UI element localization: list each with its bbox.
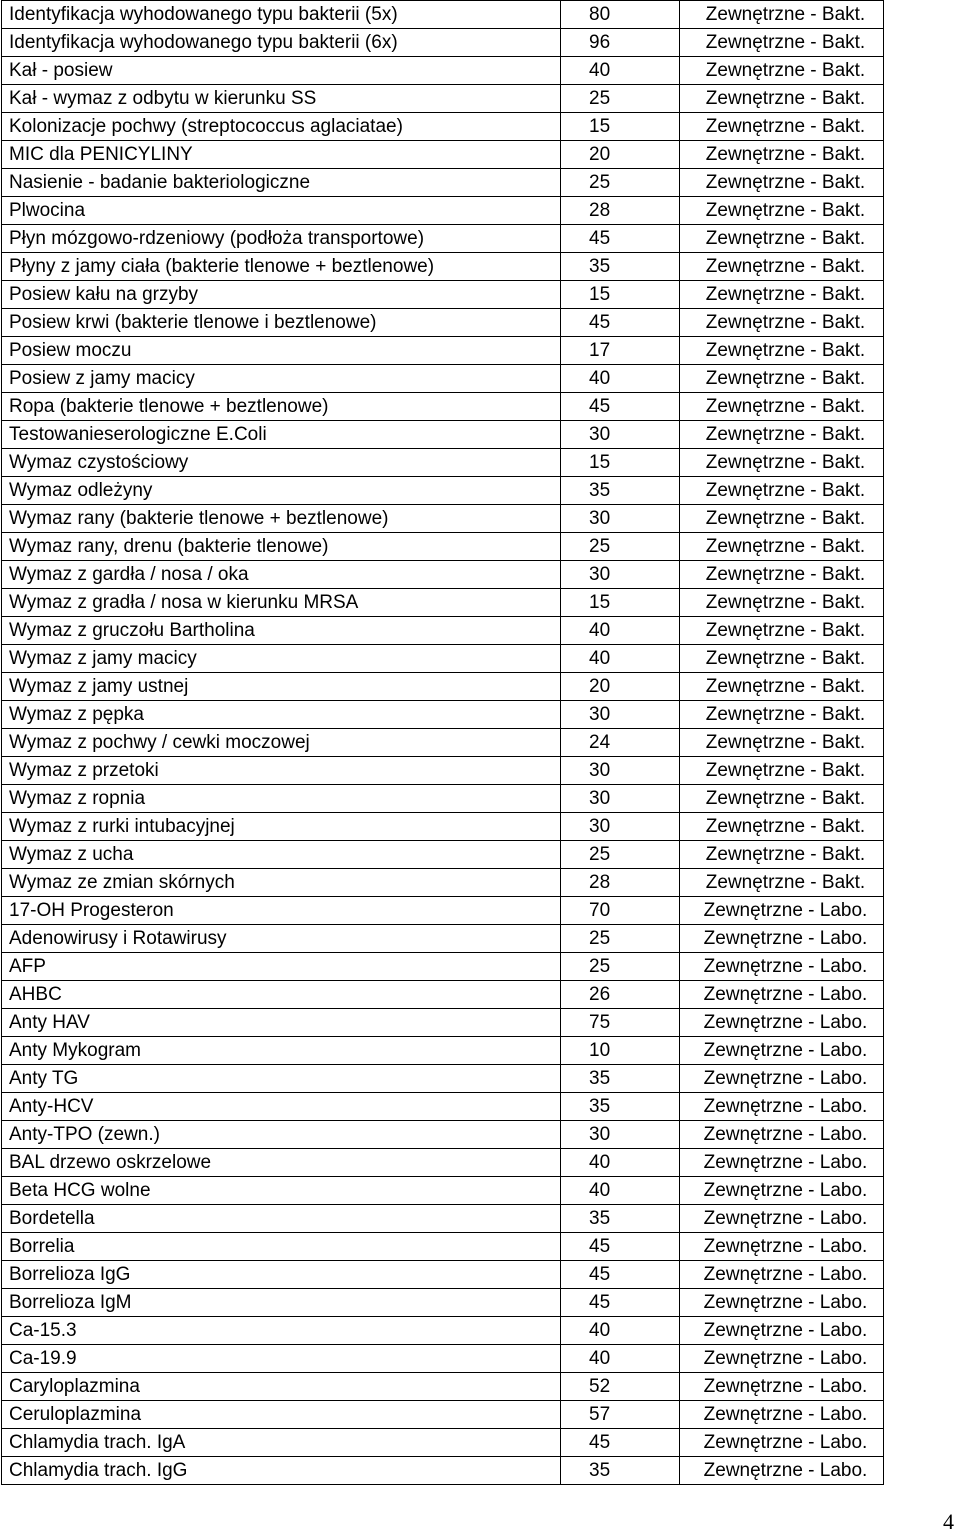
lab-type-cell: Zewnętrzne - Bakt.: [680, 337, 884, 365]
test-name-cell: Ropa (bakterie tlenowe + beztlenowe): [2, 393, 561, 421]
test-name-cell: Borrelioza IgM: [2, 1289, 561, 1317]
price-cell: 35: [561, 477, 680, 505]
price-cell: 96: [561, 29, 680, 57]
lab-type-cell: Zewnętrzne - Bakt.: [680, 1, 884, 29]
table-row: [2, 1429, 884, 1457]
table-row: [2, 813, 884, 841]
price-cell: 25: [561, 841, 680, 869]
table-row: [2, 1373, 884, 1401]
price-cell: 20: [561, 673, 680, 701]
test-name-cell: Testowanieserologiczne E.Coli: [2, 421, 561, 449]
table-row: [2, 1, 884, 29]
table-row: [2, 337, 884, 365]
price-cell: 45: [561, 1429, 680, 1457]
table-row: [2, 645, 884, 673]
table-row: [2, 1149, 884, 1177]
lab-type-cell: Zewnętrzne - Bakt.: [680, 29, 884, 57]
table-row: [2, 1177, 884, 1205]
table-row: [2, 1345, 884, 1373]
price-cell: 28: [561, 197, 680, 225]
price-cell: 40: [561, 645, 680, 673]
table-row: [2, 925, 884, 953]
table-row: [2, 169, 884, 197]
test-name-cell: Wymaz z rurki intubacyjnej: [2, 813, 561, 841]
table-row: [2, 841, 884, 869]
table-row: [2, 477, 884, 505]
lab-type-cell: Zewnętrzne - Bakt.: [680, 729, 884, 757]
table-row: [2, 617, 884, 645]
table-row: [2, 449, 884, 477]
table-row: [2, 1093, 884, 1121]
test-name-cell: Anty Mykogram: [2, 1037, 561, 1065]
price-cell: 10: [561, 1037, 680, 1065]
price-cell: 15: [561, 281, 680, 309]
test-name-cell: Posiew krwi (bakterie tlenowe i beztlenowe): [2, 309, 561, 337]
price-list-body: [2, 1, 884, 1485]
lab-type-cell: Zewnętrzne - Labo.: [680, 1317, 884, 1345]
price-cell: 20: [561, 141, 680, 169]
price-cell: 24: [561, 729, 680, 757]
lab-type-cell: Zewnętrzne - Bakt.: [680, 869, 884, 897]
price-cell: 25: [561, 925, 680, 953]
table-row: [2, 57, 884, 85]
test-name-cell: Wymaz rany, drenu (bakterie tlenowe): [2, 533, 561, 561]
test-name-cell: Ca-19.9: [2, 1345, 561, 1373]
test-name-cell: Posiew z jamy macicy: [2, 365, 561, 393]
lab-type-cell: Zewnętrzne - Labo.: [680, 1345, 884, 1373]
lab-type-cell: Zewnętrzne - Labo.: [680, 1121, 884, 1149]
table-row: [2, 505, 884, 533]
price-cell: 25: [561, 85, 680, 113]
lab-type-cell: Zewnętrzne - Bakt.: [680, 309, 884, 337]
table-row: [2, 225, 884, 253]
price-cell: 45: [561, 1233, 680, 1261]
lab-type-cell: Zewnętrzne - Labo.: [680, 1289, 884, 1317]
table-row: [2, 953, 884, 981]
table-row: [2, 141, 884, 169]
lab-type-cell: Zewnętrzne - Labo.: [680, 1037, 884, 1065]
lab-type-cell: Zewnętrzne - Bakt.: [680, 421, 884, 449]
test-name-cell: Kał - wymaz z odbytu w kierunku SS: [2, 85, 561, 113]
test-name-cell: Ca-15.3: [2, 1317, 561, 1345]
price-cell: 25: [561, 953, 680, 981]
test-name-cell: Wymaz z jamy macicy: [2, 645, 561, 673]
test-name-cell: Beta HCG wolne: [2, 1177, 561, 1205]
table-row: [2, 897, 884, 925]
test-name-cell: Wymaz rany (bakterie tlenowe + beztlenowe): [2, 505, 561, 533]
test-name-cell: Nasienie - badanie bakteriologiczne: [2, 169, 561, 197]
lab-type-cell: Zewnętrzne - Labo.: [680, 1429, 884, 1457]
test-name-cell: Chlamydia trach. IgA: [2, 1429, 561, 1457]
lab-type-cell: Zewnętrzne - Bakt.: [680, 393, 884, 421]
table-row: [2, 785, 884, 813]
lab-type-cell: Zewnętrzne - Labo.: [680, 981, 884, 1009]
lab-type-cell: Zewnętrzne - Labo.: [680, 1009, 884, 1037]
table-row: [2, 1205, 884, 1233]
price-cell: 15: [561, 449, 680, 477]
lab-type-cell: Zewnętrzne - Labo.: [680, 1149, 884, 1177]
price-cell: 35: [561, 1065, 680, 1093]
table-row: [2, 197, 884, 225]
price-cell: 70: [561, 897, 680, 925]
price-cell: 40: [561, 1177, 680, 1205]
lab-type-cell: Zewnętrzne - Bakt.: [680, 253, 884, 281]
lab-type-cell: Zewnętrzne - Bakt.: [680, 561, 884, 589]
test-name-cell: Wymaz odleżyny: [2, 477, 561, 505]
test-name-cell: Płyn mózgowo-rdzeniowy (podłoża transportowe): [2, 225, 561, 253]
table-row: [2, 1289, 884, 1317]
test-name-cell: Wymaz z ropnia: [2, 785, 561, 813]
test-name-cell: Wymaz ze zmian skórnych: [2, 869, 561, 897]
lab-type-cell: Zewnętrzne - Labo.: [680, 1177, 884, 1205]
lab-type-cell: Zewnętrzne - Bakt.: [680, 757, 884, 785]
price-cell: 30: [561, 561, 680, 589]
lab-type-cell: Zewnętrzne - Bakt.: [680, 701, 884, 729]
lab-type-cell: Zewnętrzne - Labo.: [680, 1065, 884, 1093]
table-row: [2, 589, 884, 617]
test-name-cell: 17-OH Progesteron: [2, 897, 561, 925]
test-name-cell: Ceruloplazmina: [2, 1401, 561, 1429]
test-name-cell: Adenowirusy i Rotawirusy: [2, 925, 561, 953]
table-row: [2, 1121, 884, 1149]
lab-type-cell: Zewnętrzne - Bakt.: [680, 589, 884, 617]
lab-type-cell: Zewnętrzne - Labo.: [680, 1261, 884, 1289]
price-cell: 30: [561, 505, 680, 533]
test-name-cell: Płyny z jamy ciała (bakterie tlenowe + beztlenowe): [2, 253, 561, 281]
price-cell: 57: [561, 1401, 680, 1429]
price-cell: 35: [561, 253, 680, 281]
table-row: [2, 869, 884, 897]
table-row: [2, 309, 884, 337]
table-row: [2, 421, 884, 449]
price-cell: 40: [561, 1345, 680, 1373]
table-row: [2, 701, 884, 729]
test-name-cell: Wymaz z pępka: [2, 701, 561, 729]
price-cell: 40: [561, 57, 680, 85]
lab-type-cell: Zewnętrzne - Bakt.: [680, 617, 884, 645]
table-row: [2, 1065, 884, 1093]
price-cell: 15: [561, 589, 680, 617]
price-cell: 15: [561, 113, 680, 141]
lab-type-cell: Zewnętrzne - Labo.: [680, 1401, 884, 1429]
test-name-cell: Wymaz z pochwy / cewki moczowej: [2, 729, 561, 757]
test-name-cell: Wymaz z gruczołu Bartholina: [2, 617, 561, 645]
test-name-cell: Identyfikacja wyhodowanego typu bakterii (5x): [2, 1, 561, 29]
lab-type-cell: Zewnętrzne - Bakt.: [680, 113, 884, 141]
price-cell: 45: [561, 1261, 680, 1289]
price-cell: 40: [561, 1317, 680, 1345]
test-name-cell: Identyfikacja wyhodowanego typu bakterii (6x): [2, 29, 561, 57]
test-name-cell: Plwocina: [2, 197, 561, 225]
table-row: [2, 757, 884, 785]
price-cell: 52: [561, 1373, 680, 1401]
price-cell: 40: [561, 617, 680, 645]
test-name-cell: Kolonizacje pochwy (streptococcus aglaciatae): [2, 113, 561, 141]
test-name-cell: Wymaz z gradła / nosa w kierunku MRSA: [2, 589, 561, 617]
test-name-cell: Caryloplazmina: [2, 1373, 561, 1401]
price-cell: 25: [561, 169, 680, 197]
table-row: [2, 253, 884, 281]
test-name-cell: Kał - posiew: [2, 57, 561, 85]
table-row: [2, 1261, 884, 1289]
table-row: [2, 729, 884, 757]
table-row: [2, 561, 884, 589]
lab-type-cell: Zewnętrzne - Labo.: [680, 1233, 884, 1261]
test-name-cell: Anty TG: [2, 1065, 561, 1093]
table-row: [2, 29, 884, 57]
lab-type-cell: Zewnętrzne - Bakt.: [680, 57, 884, 85]
test-name-cell: AFP: [2, 953, 561, 981]
table-row: [2, 1233, 884, 1261]
table-row: [2, 113, 884, 141]
price-cell: 17: [561, 337, 680, 365]
table-row: [2, 1317, 884, 1345]
table-row: [2, 1401, 884, 1429]
test-name-cell: Wymaz z przetoki: [2, 757, 561, 785]
lab-type-cell: Zewnętrzne - Bakt.: [680, 141, 884, 169]
test-name-cell: Wymaz z jamy ustnej: [2, 673, 561, 701]
lab-type-cell: Zewnętrzne - Bakt.: [680, 785, 884, 813]
test-name-cell: Anty HAV: [2, 1009, 561, 1037]
lab-type-cell: Zewnętrzne - Bakt.: [680, 813, 884, 841]
lab-type-cell: Zewnętrzne - Bakt.: [680, 449, 884, 477]
test-name-cell: Borrelioza IgG: [2, 1261, 561, 1289]
table-row: [2, 365, 884, 393]
price-cell: 35: [561, 1093, 680, 1121]
test-name-cell: Wymaz z gardła / nosa / oka: [2, 561, 561, 589]
price-cell: 45: [561, 393, 680, 421]
test-name-cell: MIC dla PENICYLINY: [2, 141, 561, 169]
test-name-cell: Posiew kału na grzyby: [2, 281, 561, 309]
lab-type-cell: Zewnętrzne - Bakt.: [680, 505, 884, 533]
lab-type-cell: Zewnętrzne - Labo.: [680, 897, 884, 925]
price-cell: 26: [561, 981, 680, 1009]
table-row: [2, 85, 884, 113]
price-cell: 28: [561, 869, 680, 897]
lab-type-cell: Zewnętrzne - Bakt.: [680, 365, 884, 393]
lab-type-cell: Zewnętrzne - Bakt.: [680, 169, 884, 197]
test-name-cell: AHBC: [2, 981, 561, 1009]
lab-type-cell: Zewnętrzne - Bakt.: [680, 533, 884, 561]
price-cell: 45: [561, 309, 680, 337]
lab-type-cell: Zewnętrzne - Bakt.: [680, 197, 884, 225]
price-cell: 35: [561, 1457, 680, 1485]
price-cell: 30: [561, 785, 680, 813]
price-cell: 40: [561, 1149, 680, 1177]
test-name-cell: Anty-TPO (zewn.): [2, 1121, 561, 1149]
price-cell: 30: [561, 1121, 680, 1149]
test-name-cell: Bordetella: [2, 1205, 561, 1233]
price-cell: 35: [561, 1205, 680, 1233]
price-cell: 45: [561, 225, 680, 253]
table-row: [2, 1037, 884, 1065]
table-row: [2, 981, 884, 1009]
lab-type-cell: Zewnętrzne - Bakt.: [680, 645, 884, 673]
price-cell: 75: [561, 1009, 680, 1037]
price-cell: 40: [561, 365, 680, 393]
lab-type-cell: Zewnętrzne - Bakt.: [680, 477, 884, 505]
lab-type-cell: Zewnętrzne - Labo.: [680, 1205, 884, 1233]
table-row: [2, 1009, 884, 1037]
price-cell: 30: [561, 421, 680, 449]
table-row: [2, 673, 884, 701]
test-name-cell: Borrelia: [2, 1233, 561, 1261]
price-cell: 80: [561, 1, 680, 29]
table-row: [2, 533, 884, 561]
test-name-cell: Wymaz z ucha: [2, 841, 561, 869]
price-cell: 25: [561, 533, 680, 561]
test-name-cell: Wymaz czystościowy: [2, 449, 561, 477]
price-list-table: [1, 0, 884, 1485]
price-cell: 30: [561, 813, 680, 841]
price-cell: 45: [561, 1289, 680, 1317]
page-number: 4: [943, 1509, 954, 1534]
price-cell: 30: [561, 757, 680, 785]
lab-type-cell: Zewnętrzne - Bakt.: [680, 841, 884, 869]
lab-type-cell: Zewnętrzne - Labo.: [680, 953, 884, 981]
test-name-cell: Posiew moczu: [2, 337, 561, 365]
lab-type-cell: Zewnętrzne - Labo.: [680, 1457, 884, 1485]
test-name-cell: BAL drzewo oskrzelowe: [2, 1149, 561, 1177]
lab-type-cell: Zewnętrzne - Bakt.: [680, 673, 884, 701]
lab-type-cell: Zewnętrzne - Bakt.: [680, 281, 884, 309]
table-row: [2, 1457, 884, 1485]
table-row: [2, 393, 884, 421]
lab-type-cell: Zewnętrzne - Labo.: [680, 925, 884, 953]
lab-type-cell: Zewnętrzne - Labo.: [680, 1373, 884, 1401]
lab-type-cell: Zewnętrzne - Labo.: [680, 1093, 884, 1121]
price-cell: 30: [561, 701, 680, 729]
lab-type-cell: Zewnętrzne - Bakt.: [680, 225, 884, 253]
test-name-cell: Anty-HCV: [2, 1093, 561, 1121]
lab-type-cell: Zewnętrzne - Bakt.: [680, 85, 884, 113]
test-name-cell: Chlamydia trach. IgG: [2, 1457, 561, 1485]
table-row: [2, 281, 884, 309]
